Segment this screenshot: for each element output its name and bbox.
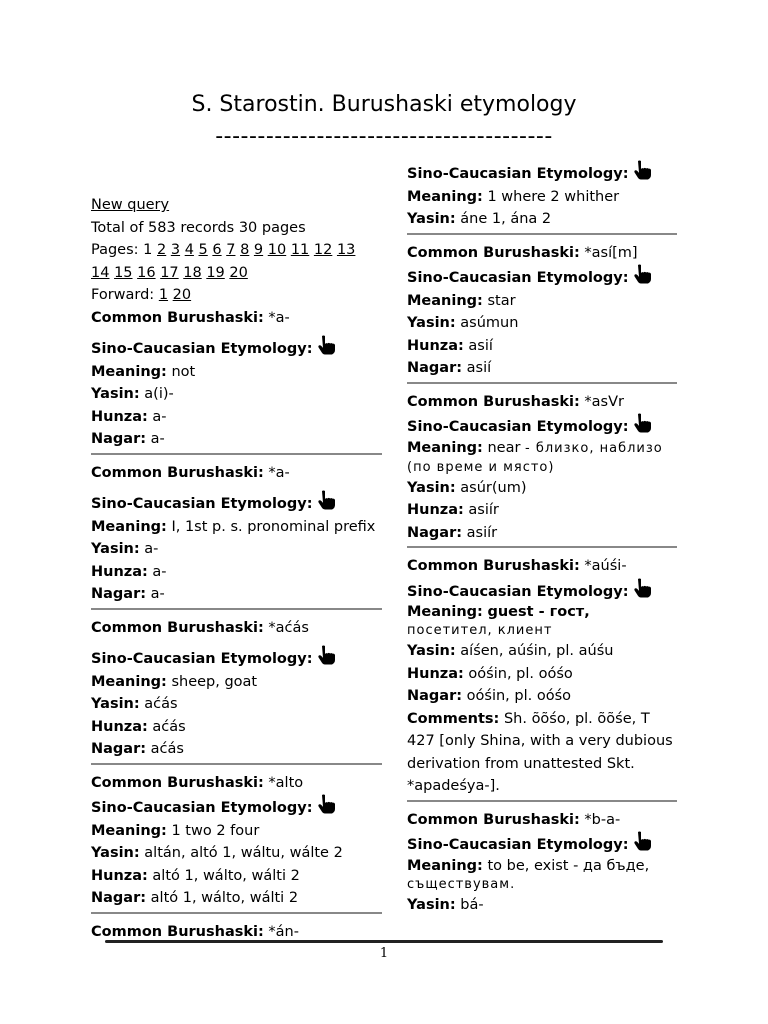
hunza-label: Hunza: bbox=[91, 867, 148, 884]
hunza-label: Hunza: bbox=[91, 718, 148, 735]
common-label: Common Burushaski: bbox=[407, 558, 580, 574]
common-value: *a- bbox=[268, 309, 290, 326]
hunza-label: Hunza: bbox=[91, 563, 148, 580]
meaning-value: sheep, goat bbox=[171, 673, 258, 690]
yasin-label: Yasin: bbox=[407, 896, 456, 913]
pointing-hand-icon[interactable] bbox=[632, 578, 654, 598]
comments-value: Sh. õõśo, pl. õõśe, T 427 [only Shina, with a very dubious derivation from unattested Skt. *apadeśya-]. bbox=[407, 710, 673, 794]
record bbox=[407, 555, 677, 802]
common-label: Common Burushaski: bbox=[91, 464, 264, 481]
page-link[interactable]: 4 bbox=[184, 242, 194, 258]
page-link[interactable]: 9 bbox=[253, 242, 264, 258]
page-link[interactable]: 20 bbox=[229, 264, 248, 281]
sino-label: Sino-Caucasian Etymology: bbox=[91, 496, 313, 512]
nagar-value: altó 1, wálto, wálti 2 bbox=[150, 890, 299, 906]
page-link[interactable]: 18 bbox=[183, 264, 202, 281]
page-link[interactable]: 5 bbox=[198, 242, 208, 258]
meaning-bulgarian: посетител, клиент bbox=[407, 623, 553, 638]
pages-label: Pages: 1 bbox=[91, 242, 153, 258]
forward-link[interactable]: 1 bbox=[158, 287, 169, 303]
common-value: *así[m] bbox=[584, 244, 638, 261]
nagar-label: Nagar: bbox=[91, 741, 147, 757]
common-label: Common Burushaski: bbox=[407, 811, 580, 828]
hunza-value: asií bbox=[468, 337, 493, 354]
record bbox=[91, 772, 382, 914]
pages-row-2 bbox=[91, 262, 382, 285]
page-link[interactable]: 14 bbox=[91, 264, 110, 281]
common-value: *alto bbox=[268, 774, 304, 791]
new-query-link[interactable]: New query bbox=[91, 197, 170, 213]
forward-label: Forward: bbox=[91, 287, 155, 303]
yasin-label: Yasin: bbox=[407, 315, 456, 331]
sino-label: Sino-Caucasian Etymology: bbox=[407, 166, 629, 182]
pointing-hand-icon[interactable] bbox=[316, 645, 338, 665]
page-link[interactable]: 11 bbox=[290, 242, 310, 258]
common-value: *asVr bbox=[584, 393, 624, 410]
record bbox=[407, 160, 677, 235]
page-link[interactable]: 19 bbox=[206, 264, 225, 281]
pages-row-1 bbox=[91, 239, 382, 262]
sino-label: Sino-Caucasian Etymology: bbox=[91, 651, 313, 667]
common-label: Common Burushaski: bbox=[91, 619, 264, 636]
meaning-value: 1 where 2 whither bbox=[487, 188, 620, 205]
pointing-hand-icon[interactable] bbox=[316, 335, 338, 355]
pointing-hand-icon[interactable] bbox=[632, 160, 654, 180]
hunza-value: asiír bbox=[468, 502, 499, 518]
yasin-value: asúr(um) bbox=[460, 479, 527, 496]
page-link[interactable]: 12 bbox=[313, 242, 333, 258]
nagar-value: oóśin, pl. oóśo bbox=[466, 688, 572, 704]
total-records: Total of 583 records 30 pages bbox=[91, 219, 306, 236]
meaning-label: Meaning: bbox=[91, 822, 167, 839]
common-label: Common Burushaski: bbox=[91, 774, 264, 791]
pointing-hand-icon[interactable] bbox=[632, 413, 654, 433]
yasin-label: Yasin: bbox=[91, 541, 140, 557]
yasin-value: asúmun bbox=[460, 315, 519, 331]
page-link[interactable]: 2 bbox=[157, 242, 167, 258]
page-link[interactable]: 7 bbox=[226, 242, 236, 258]
sino-label: Sino-Caucasian Etymology: bbox=[407, 270, 629, 286]
common-label: Common Burushaski: bbox=[407, 393, 580, 410]
page-link[interactable]: 17 bbox=[160, 264, 179, 281]
page-link[interactable]: 8 bbox=[240, 242, 250, 258]
sino-label: Sino-Caucasian Etymology: bbox=[407, 583, 629, 600]
right-column bbox=[407, 160, 677, 925]
hunza-value: altó 1, wálto, wálti 2 bbox=[152, 867, 300, 884]
common-label: Common Burushaski: bbox=[407, 244, 580, 261]
meaning-label: Meaning: bbox=[91, 363, 167, 380]
hunza-label: Hunza: bbox=[407, 337, 464, 354]
forward-link[interactable]: 20 bbox=[172, 287, 192, 303]
yasin-label: Yasin: bbox=[407, 643, 456, 659]
nagar-label: Nagar: bbox=[91, 586, 147, 602]
page-link[interactable]: 13 bbox=[336, 242, 356, 258]
meaning-value: 1 two 2 four bbox=[171, 822, 260, 839]
nagar-value: a- bbox=[150, 431, 165, 447]
left-column bbox=[91, 194, 382, 952]
yasin-label: Yasin: bbox=[91, 386, 140, 402]
yasin-value: bá- bbox=[460, 896, 484, 913]
meaning-label: Meaning: bbox=[407, 604, 483, 620]
common-value: *b-a- bbox=[584, 811, 621, 828]
comments-label: Comments: bbox=[407, 710, 500, 727]
meaning-value: near bbox=[487, 439, 521, 456]
forward-row bbox=[91, 284, 382, 307]
page-title: S. Starostin. Burushaski etymology bbox=[191, 92, 577, 117]
yasin-label: Yasin: bbox=[407, 479, 456, 496]
hunza-value: oóśin, pl. oóśo bbox=[468, 665, 573, 682]
sino-label: Sino-Caucasian Etymology: bbox=[407, 837, 629, 853]
yasin-value: áne 1, ána 2 bbox=[460, 211, 552, 227]
pointing-hand-icon[interactable] bbox=[632, 831, 654, 851]
yasin-label: Yasin: bbox=[91, 696, 140, 712]
meaning-value: star bbox=[487, 292, 516, 309]
hunza-label: Hunza: bbox=[407, 502, 464, 518]
yasin-value: a- bbox=[144, 541, 159, 557]
page-link[interactable]: 3 bbox=[170, 242, 181, 258]
sino-label: Sino-Caucasian Etymology: bbox=[91, 800, 313, 816]
nagar-label: Nagar: bbox=[407, 524, 463, 541]
record bbox=[91, 617, 382, 765]
nagar-label: Nagar: bbox=[91, 890, 147, 906]
nagar-value: asií bbox=[466, 360, 492, 376]
nagar-value: a- bbox=[150, 586, 165, 602]
common-label: Common Burushaski: bbox=[91, 923, 264, 940]
pointing-hand-icon[interactable] bbox=[632, 264, 654, 284]
nagar-label: Nagar: bbox=[91, 431, 147, 447]
yasin-value: a(i)- bbox=[144, 386, 174, 402]
meaning-bulgarian: съществувам. bbox=[407, 876, 516, 892]
page-link[interactable]: 15 bbox=[114, 264, 133, 281]
yasin-label: Yasin: bbox=[407, 211, 456, 227]
hunza-value: a- bbox=[152, 408, 167, 425]
record bbox=[407, 391, 677, 549]
common-value: *a- bbox=[268, 464, 290, 481]
meaning-label: Meaning: bbox=[91, 673, 167, 690]
page-link[interactable]: 10 bbox=[267, 242, 287, 258]
nagar-value: asiír bbox=[466, 524, 498, 541]
meaning-label: Meaning: bbox=[407, 439, 483, 456]
common-value: *aúśi- bbox=[584, 558, 627, 574]
hunza-value: a- bbox=[152, 563, 167, 580]
yasin-value: aćás bbox=[144, 696, 178, 712]
common-label: Common Burushaski: bbox=[91, 309, 264, 326]
yasin-value: aíśen, aúśin, pl. aúśu bbox=[460, 643, 614, 659]
meaning-label: Meaning: bbox=[407, 188, 483, 205]
record bbox=[407, 242, 677, 384]
meaning-value: to be, exist - да бъде, bbox=[487, 857, 650, 874]
common-value: *án- bbox=[268, 923, 299, 940]
meaning-value: guest - гост, bbox=[487, 604, 590, 620]
meaning-value: not bbox=[171, 363, 196, 380]
sino-label: Sino-Caucasian Etymology: bbox=[407, 419, 629, 435]
meaning-label: Meaning: bbox=[407, 857, 483, 874]
page-number: 1 bbox=[379, 946, 389, 961]
title-rule: ---------------------------------------- bbox=[215, 124, 553, 149]
meaning-label: Meaning: bbox=[407, 292, 483, 309]
page-link[interactable]: 16 bbox=[137, 264, 156, 281]
page-link[interactable]: 6 bbox=[212, 242, 222, 258]
record bbox=[91, 462, 382, 610]
nagar-label: Nagar: bbox=[407, 360, 463, 376]
record bbox=[407, 809, 677, 919]
footer-rule bbox=[105, 940, 663, 943]
yasin-label: Yasin: bbox=[91, 845, 140, 861]
meaning-bulgarian: - близко, наблизо (по време и място) bbox=[407, 440, 663, 475]
meaning-label: Meaning: bbox=[91, 518, 167, 535]
pointing-hand-icon[interactable] bbox=[316, 490, 338, 510]
nagar-value: aćás bbox=[150, 741, 184, 757]
hunza-label: Hunza: bbox=[407, 665, 464, 682]
record bbox=[91, 307, 382, 455]
pointing-hand-icon[interactable] bbox=[316, 794, 338, 814]
hunza-value: aćás bbox=[152, 718, 186, 735]
sino-label: Sino-Caucasian Etymology: bbox=[91, 341, 313, 357]
nagar-label: Nagar: bbox=[407, 688, 463, 704]
hunza-label: Hunza: bbox=[91, 408, 148, 425]
meaning-value: I, 1st p. s. pronominal prefix bbox=[171, 518, 376, 535]
common-value: *aćás bbox=[268, 619, 309, 636]
yasin-value: altán, altó 1, wáltu, wálte 2 bbox=[144, 845, 343, 861]
